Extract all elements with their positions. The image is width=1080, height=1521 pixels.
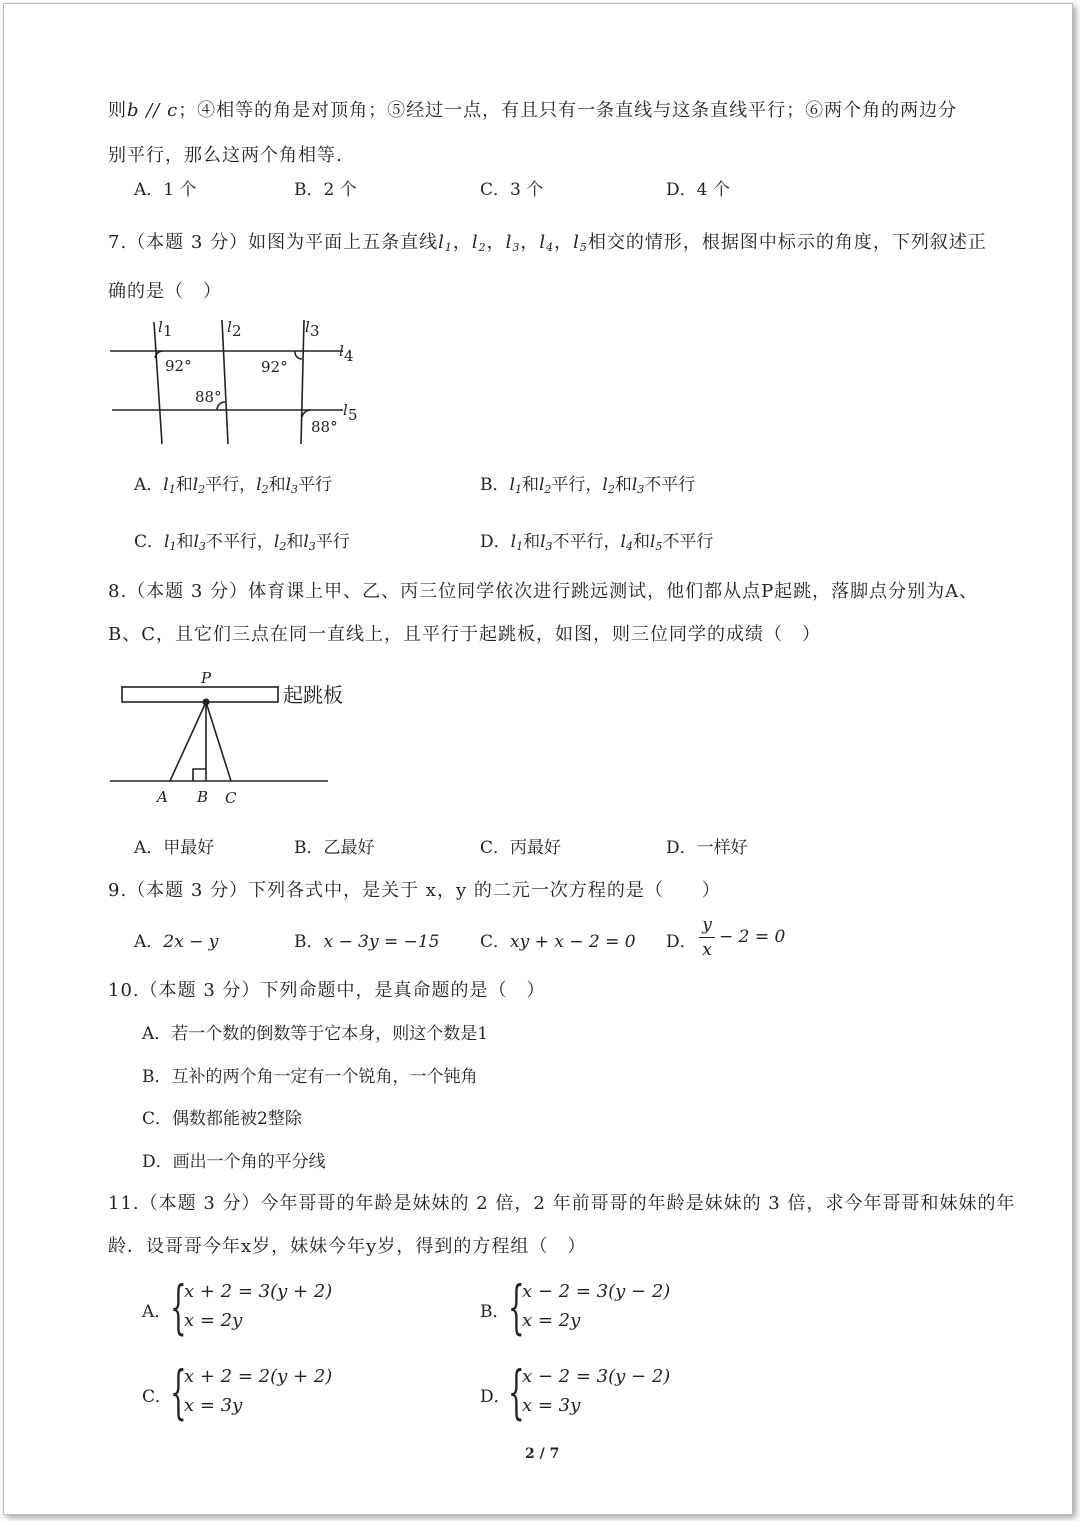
- q7-stem: 7.（本题 3 分）如图为平面上五条直线$l_1$，$l_2$，$l_3$，$l_4$，$l_5$相交的情形，根据图中标示的角度，下列叙述正: [108, 232, 987, 254]
- label-l5: l: [343, 401, 348, 419]
- q9-stem: 9.（本题 3 分）下列各式中，是关于 x，y 的二元一次方程的是（ ）: [108, 880, 721, 901]
- q11-option-c[interactable]: C．: [142, 1387, 173, 1407]
- q8-option-c[interactable]: C．丙最好: [480, 838, 562, 858]
- q11-option-c-eq2: x = 3y: [184, 1395, 243, 1416]
- q6-option-d[interactable]: D．4 个: [666, 180, 730, 200]
- q6-continuation-line2: 别平行，那么这两个角相等.: [108, 145, 343, 166]
- q6-continuation-line1: 则b // c；④相等的角是对顶角；⑤经过一点，有且只有一条直线与这条直线平行；⑥两个角的两边分: [108, 100, 958, 121]
- label-p: P: [201, 669, 212, 687]
- q6-option-c[interactable]: C．3 个: [480, 180, 544, 200]
- angle-arc-4: [302, 410, 311, 417]
- angle-arc-2: [295, 351, 302, 359]
- label-a: A: [157, 788, 168, 806]
- q11-option-d-brace: {: [508, 1358, 525, 1426]
- line-l3: [301, 320, 304, 444]
- q9-option-d-numerator: y: [702, 915, 712, 935]
- segment-pc: [206, 702, 231, 781]
- q9-option-d-rest: − 2 = 0: [719, 927, 786, 947]
- q11-option-c-eq1: x + 2 = 2(y + 2): [184, 1366, 333, 1387]
- label-l2-sub: 2: [232, 322, 242, 340]
- right-angle-mark: [193, 769, 206, 781]
- q11-option-a-brace: {: [170, 1273, 187, 1341]
- q9-option-a[interactable]: A．2x − y: [134, 932, 219, 952]
- q11-option-b[interactable]: B．: [480, 1302, 510, 1322]
- label-l5-sub: 5: [348, 406, 358, 424]
- takeoff-board: [122, 687, 278, 702]
- q11-option-d-eq1: x − 2 = 3(y − 2): [522, 1366, 671, 1387]
- q8-option-d[interactable]: D．一样好: [666, 838, 748, 858]
- q6-option-a[interactable]: A．1 个: [134, 180, 197, 200]
- q9-option-b[interactable]: B．x − 3y = −15: [294, 932, 440, 952]
- q9-option-d-fraction-bar: [699, 937, 715, 938]
- q7-stem-line2: 确的是（ ）: [108, 281, 222, 302]
- q10-option-d[interactable]: D．画出一个角的平分线: [142, 1152, 326, 1172]
- q10-option-a[interactable]: A．若一个数的倒数等于它本身，则这个数是1: [142, 1024, 489, 1044]
- q11-option-b-eq1: x − 2 = 3(y − 2): [522, 1281, 671, 1302]
- label-l1: l: [158, 318, 163, 336]
- angle-label-92-right: 92°: [261, 358, 288, 376]
- q8-stem-line1: 8.（本题 3 分）体育课上甲、乙、丙三位同学依次进行跳远测试，他们都从点P起跳，落脚点分别为A、: [108, 581, 979, 602]
- q11-stem-line1: 11.（本题 3 分）今年哥哥的年龄是妹妹的 2 倍，2 年前哥哥的年龄是妹妹的 3 倍，求今年哥哥和妹妹的年: [108, 1193, 1016, 1214]
- q11-option-d[interactable]: D．: [480, 1387, 511, 1407]
- q11-option-c-brace: {: [170, 1358, 187, 1426]
- q9-option-d-denominator: x: [702, 940, 712, 960]
- label-l2: l: [227, 318, 232, 336]
- q11-stem-line2: 龄．设哥哥今年x岁，妹妹今年y岁，得到的方程组（ ）: [108, 1236, 587, 1257]
- page-number: 2 / 7: [525, 1446, 560, 1462]
- angle-label-88-top: 88°: [195, 388, 222, 406]
- q8-figure: [100, 660, 370, 810]
- label-l4-sub: 4: [344, 347, 354, 365]
- angle-label-92-left: 92°: [165, 357, 192, 375]
- label-board: 起跳板: [283, 683, 343, 707]
- q8-stem-line2: B、C，且它们三点在同一直线上，且平行于起跳板，如图，则三位同学的成绩（ ）: [108, 624, 821, 645]
- label-l1-sub: 1: [163, 322, 173, 340]
- q10-option-b[interactable]: B．互补的两个角一定有一个锐角，一个钝角: [142, 1067, 478, 1087]
- q11-option-b-brace: {: [508, 1273, 525, 1341]
- label-l3: l: [305, 318, 310, 336]
- q6-option-b[interactable]: B．2 个: [294, 180, 357, 200]
- q8-option-a[interactable]: A．甲最好: [134, 838, 215, 858]
- q7-option-d[interactable]: D．$l_1$和$l_3$不平行，$l_4$和$l_5$不平行: [480, 532, 714, 553]
- q11-option-b-eq2: x = 2y: [522, 1310, 581, 1331]
- q8-option-b[interactable]: B．乙最好: [294, 838, 375, 858]
- q9-option-c[interactable]: C．xy + x − 2 = 0: [480, 932, 636, 952]
- q11-option-a-eq2: x = 2y: [184, 1310, 243, 1331]
- label-l3-sub: 3: [310, 322, 320, 340]
- q7-option-a[interactable]: A．$l_1$和$l_2$平行，$l_2$和$l_3$平行: [134, 475, 333, 496]
- label-b: B: [197, 788, 209, 806]
- line-l1: [154, 322, 162, 444]
- q11-option-a-eq1: x + 2 = 3(y + 2): [184, 1281, 333, 1302]
- q11-option-d-eq2: x = 3y: [522, 1395, 581, 1416]
- label-c: C: [225, 789, 237, 807]
- q11-option-a[interactable]: A．: [142, 1302, 172, 1322]
- label-l4: l: [339, 342, 344, 360]
- q9-option-d[interactable]: D．: [666, 932, 697, 952]
- line-l2: [222, 320, 228, 444]
- point-p: [203, 699, 210, 706]
- q7-figure: [100, 310, 380, 450]
- q10-option-c[interactable]: C．偶数都能被2整除: [142, 1109, 302, 1129]
- q7-option-b[interactable]: B．$l_1$和$l_2$平行，$l_2$和$l_3$不平行: [480, 475, 696, 496]
- q10-stem: 10.（本题 3 分）下列命题中，是真命题的是（ ）: [108, 980, 546, 1001]
- q7-option-c[interactable]: C．$l_1$和$l_3$不平行，$l_2$和$l_3$平行: [134, 532, 350, 553]
- angle-label-88-bottom: 88°: [311, 418, 338, 436]
